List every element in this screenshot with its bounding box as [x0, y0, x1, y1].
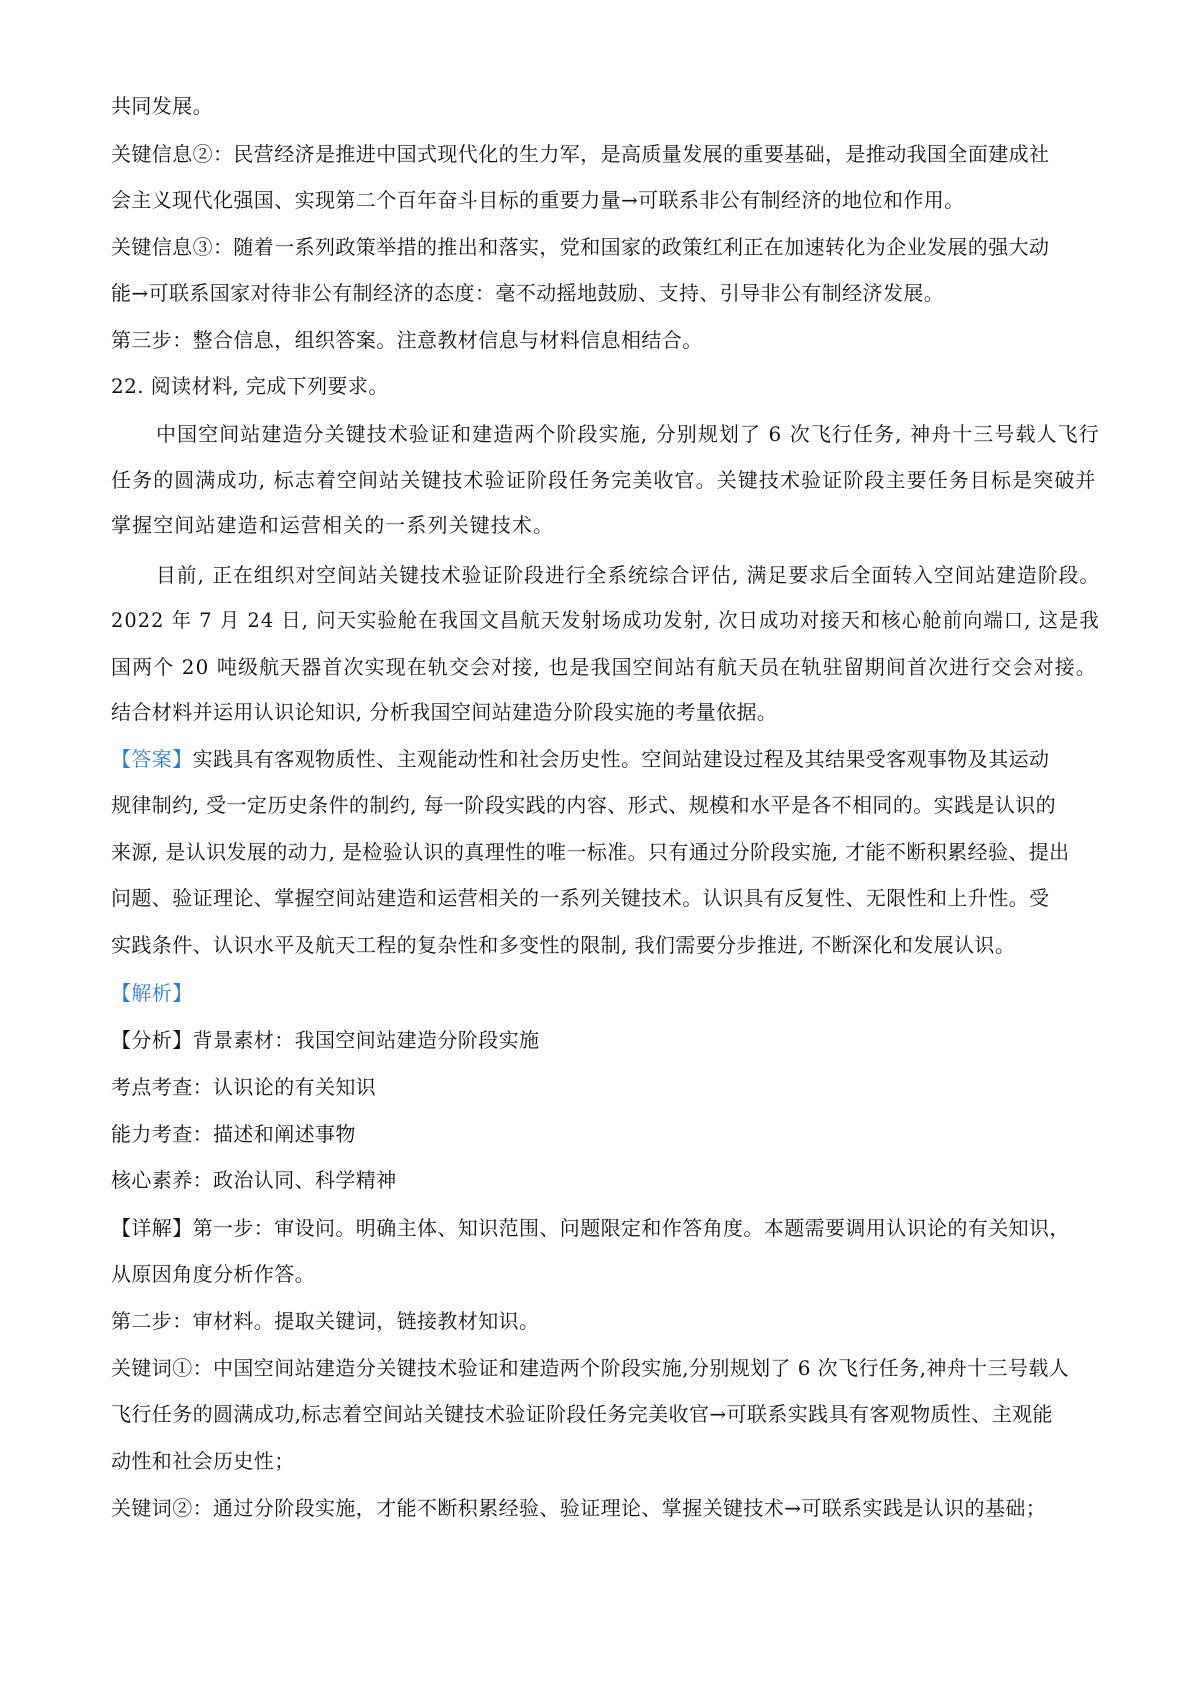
answer-line: [111, 745, 1049, 773]
detail-line: 飞行任务的圆满成功,标志着空间站关键技术验证阶段任务完美收官→可联系实践具有客观物质性、主观能: [111, 1402, 1053, 1426]
text-line: 关键信息②：民营经济是推进中国式现代化的生力军，是高质量发展的重要基础，是推动我国全面建成社: [111, 142, 1050, 166]
detail-line: 动性和社会历史性；: [111, 1449, 295, 1473]
analysis-line: 核心素养：政治认同、科学精神: [111, 1168, 397, 1192]
text-line: 关键信息③：随着一系列政策举措的推出和落实，党和国家的政策红利正在加速转化为企业发展的强大动: [111, 235, 1050, 259]
material-line: 掌握空间站建造和运营相关的一系列关键技术。: [111, 513, 555, 537]
text-line: 共同发展。: [111, 94, 213, 118]
text-line: 会主义现代化强国、实现第二个百年奋斗目标的重要力量→可联系非公有制经济的地位和作用。: [111, 188, 965, 212]
material-line: 国两个 20 吨级航天器首次实现在轨交会对接, 也是我国空间站有航天员在轨驻留期间首次进行交会对接。: [111, 655, 1097, 679]
detail-line: 关键词②：通过分阶段实施，才能不断积累经验、验证理论、掌握关键技术→可联系实践是认识的基础；: [111, 1496, 1047, 1520]
material-line: 目前, 正在组织对空间站关键技术验证阶段进行全系统综合评估, 满足要求后全面转入空间站建造阶段。: [156, 563, 1101, 587]
detail-line: 【详解】第一步：审设问。明确主体、知识范围、问题限定和作答角度。本题需要调用认识论的有关知识，: [111, 1216, 1070, 1240]
answer-text: 实践具有客观物质性、主观能动性和社会历史性。空间站建设过程及其结果受客观事物及其运动: [192, 747, 1050, 771]
material-line: 任务的圆满成功, 标志着空间站关键技术验证阶段任务完美收官。关键技术验证阶段主要任务目标是突破并: [111, 468, 1097, 492]
answer-line: 问题、验证理论、掌握空间站建造和运营相关的一系列关键技术。认识具有反复性、无限性和上升性。受: [111, 886, 1050, 910]
text-line: 能→可联系国家对待非公有制经济的态度：毫不动摇地鼓励、支持、引导非公有制经济发展。: [111, 281, 945, 305]
analysis-line: 能力考查：描述和阐述事物: [111, 1122, 356, 1146]
question-number-line: 22. 阅读材料, 完成下列要求。: [111, 374, 389, 398]
material-line: 中国空间站建造分关键技术验证和建造两个阶段实施, 分别规划了 6 次飞行任务, 神舟十三号载人飞行: [156, 422, 1100, 446]
answer-line: 实践条件、认识水平及航天工程的复杂性和多变性的限制, 我们需要分步推进, 不断深化和发展认识。: [111, 933, 1016, 957]
analysis-line: 考点考查：认识论的有关知识: [111, 1075, 377, 1099]
detail-line: 第二步：审材料。提取关键词，链接教材知识。: [111, 1309, 540, 1333]
detail-line: 从原因角度分析作答。: [111, 1262, 315, 1286]
material-line: 2022 年 7 月 24 日, 问天实验舱在我国文昌航天发射场成功发射, 次日成功对接天和核心舱前向端口, 这是我: [111, 608, 1100, 632]
detail-line: 关键词①：中国空间站建造分关键技术验证和建造两个阶段实施,分别规划了 6 次飞行任务,神舟十三号载人: [111, 1356, 1070, 1380]
analysis-line: 【分析】背景素材：我国空间站建造分阶段实施: [111, 1028, 540, 1052]
answer-line: 规律制约, 受一定历史条件的制约, 每一阶段实践的内容、形式、规模和水平是各不相同的。实践是认识的: [111, 793, 1057, 817]
text-line: 第三步：整合信息，组织答案。注意教材信息与材料信息相结合。: [111, 328, 703, 352]
answer-line: 来源, 是认识发展的动力, 是检验认识的真理性的唯一标准。只有通过分阶段实施, 才能不断积累经验、提出: [111, 840, 1070, 864]
question-prompt: 结合材料并运用认识论知识, 分析我国空间站建造分阶段实施的考量依据。: [111, 700, 778, 724]
answer-tag: 【答案】: [111, 747, 193, 771]
analysis-heading: 【解析】: [111, 981, 193, 1005]
